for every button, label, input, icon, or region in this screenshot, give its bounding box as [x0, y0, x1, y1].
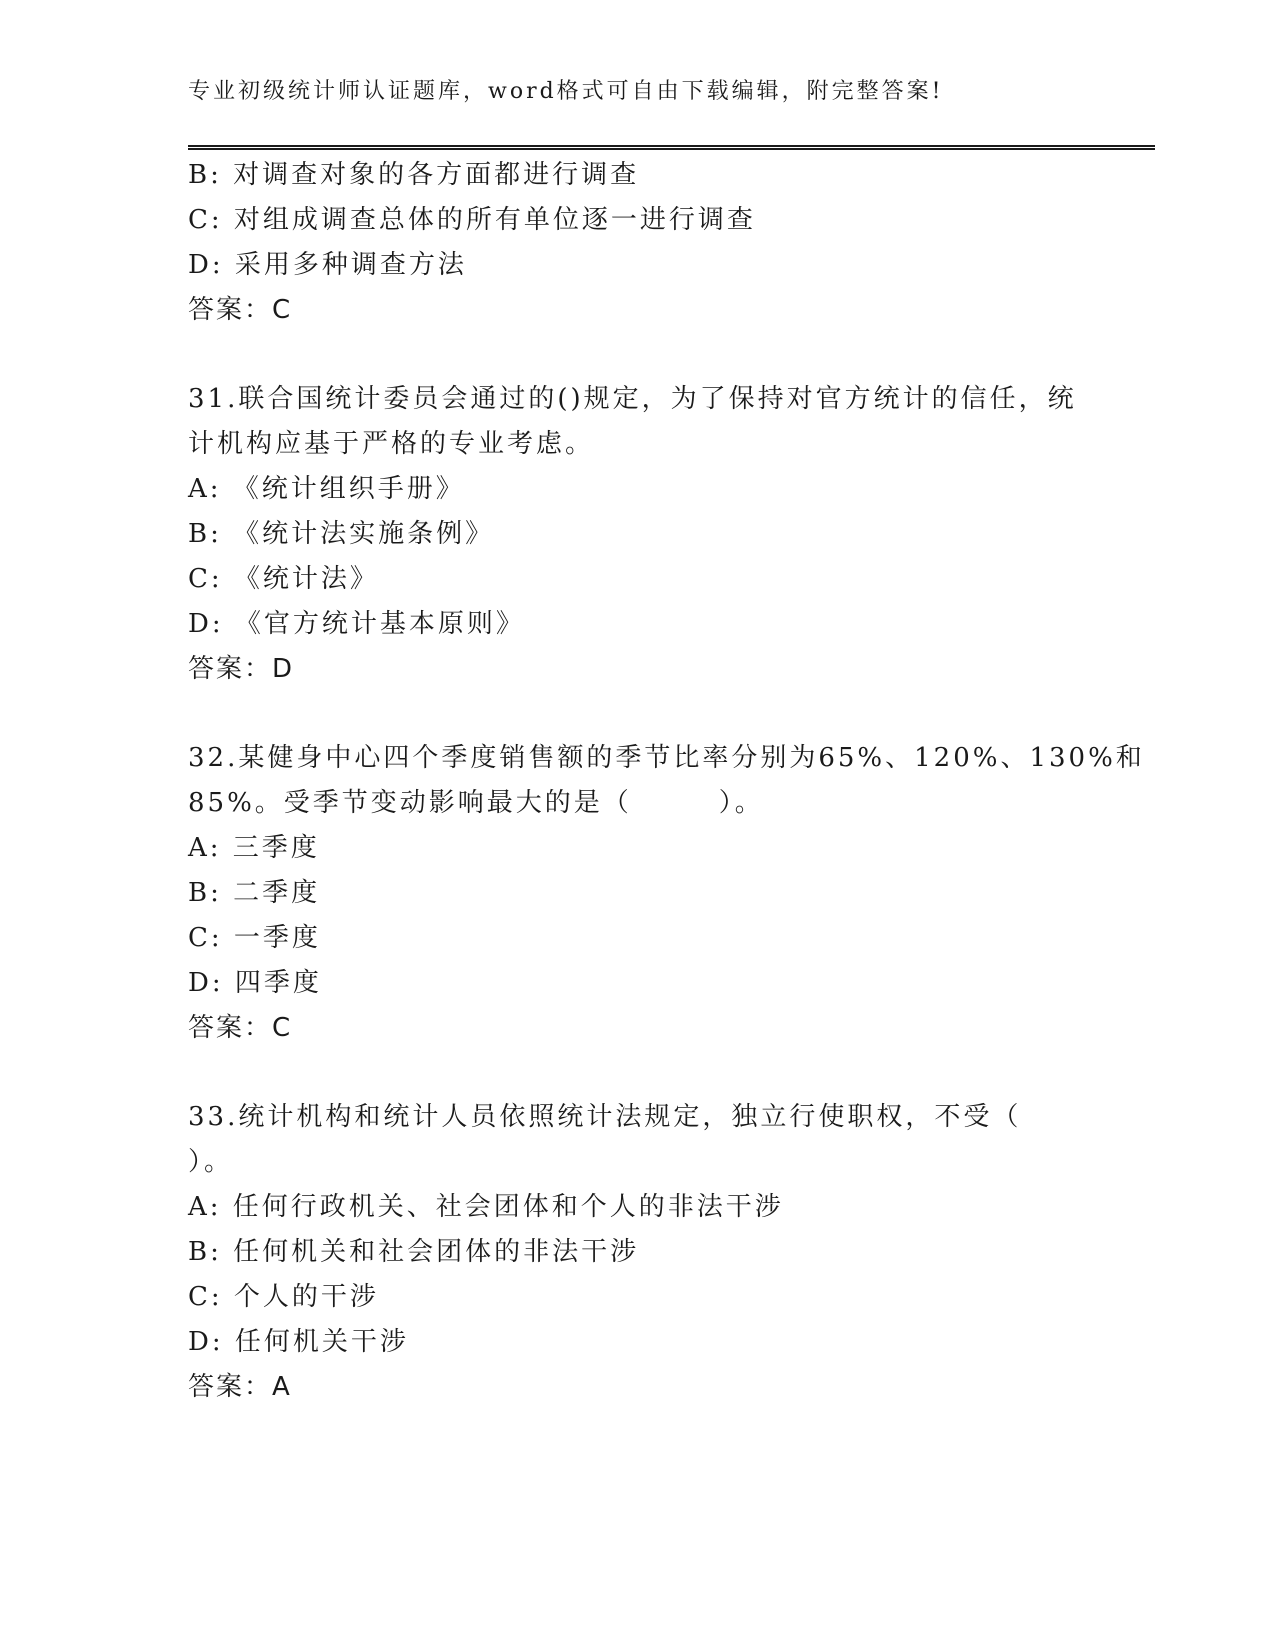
option-a: A: 《统计组织手册》 [188, 474, 465, 504]
question-30-continued [188, 153, 1088, 333]
option-d: D: 《官方统计基本原则》 [188, 609, 525, 639]
answer: 答案：C [188, 295, 293, 325]
answer: 答案：A [188, 1372, 292, 1402]
option-b: B: 对调查对象的各方面都进行调查 [188, 160, 640, 190]
answer: 答案：C [188, 1013, 293, 1043]
document-body [188, 153, 1145, 1410]
option-c: C: 个人的干涉 [188, 1282, 379, 1312]
option-a: A: 任何行政机关、社会团体和个人的非法干涉 [188, 1192, 784, 1222]
question-text-line: 33.统计机构和统计人员依照统计法规定，独立行使职权，不受（ [188, 1102, 1022, 1132]
question-text-line: 计机构应基于严格的专业考虑。 [188, 429, 595, 459]
question-text-line: 31.联合国统计委员会通过的()规定，为了保持对官方统计的信任，统 [188, 384, 1077, 414]
page-header: 专业初级统计师认证题库，word格式可自由下载编辑，附完整答案! [188, 79, 944, 104]
question-text-line: 85%。受季节变动影响最大的是（ ）。 [188, 788, 764, 818]
question-text-line: ）。 [188, 1147, 234, 1177]
question-33 [188, 1095, 1088, 1410]
option-b: B: 《统计法实施条例》 [188, 519, 495, 549]
answer: 答案：D [188, 654, 295, 684]
option-c: C: 对组成调查总体的所有单位逐一进行调查 [188, 205, 756, 235]
option-a: A: 三季度 [188, 833, 320, 863]
option-d: D: 采用多种调查方法 [188, 250, 467, 280]
question-31 [188, 377, 1088, 692]
option-b: B: 任何机关和社会团体的非法干涉 [188, 1237, 640, 1267]
question-32 [188, 736, 1145, 1051]
question-text-line: 32.某健身中心四个季度销售额的季节比率分别为65%、120%、130%和 [188, 743, 1145, 773]
option-c: C: 一季度 [188, 923, 321, 953]
option-b: B: 二季度 [188, 878, 321, 908]
header-divider [188, 145, 1155, 150]
option-c: C: 《统计法》 [188, 564, 379, 594]
option-d: D: 四季度 [188, 968, 322, 998]
option-d: D: 任何机关干涉 [188, 1327, 409, 1357]
